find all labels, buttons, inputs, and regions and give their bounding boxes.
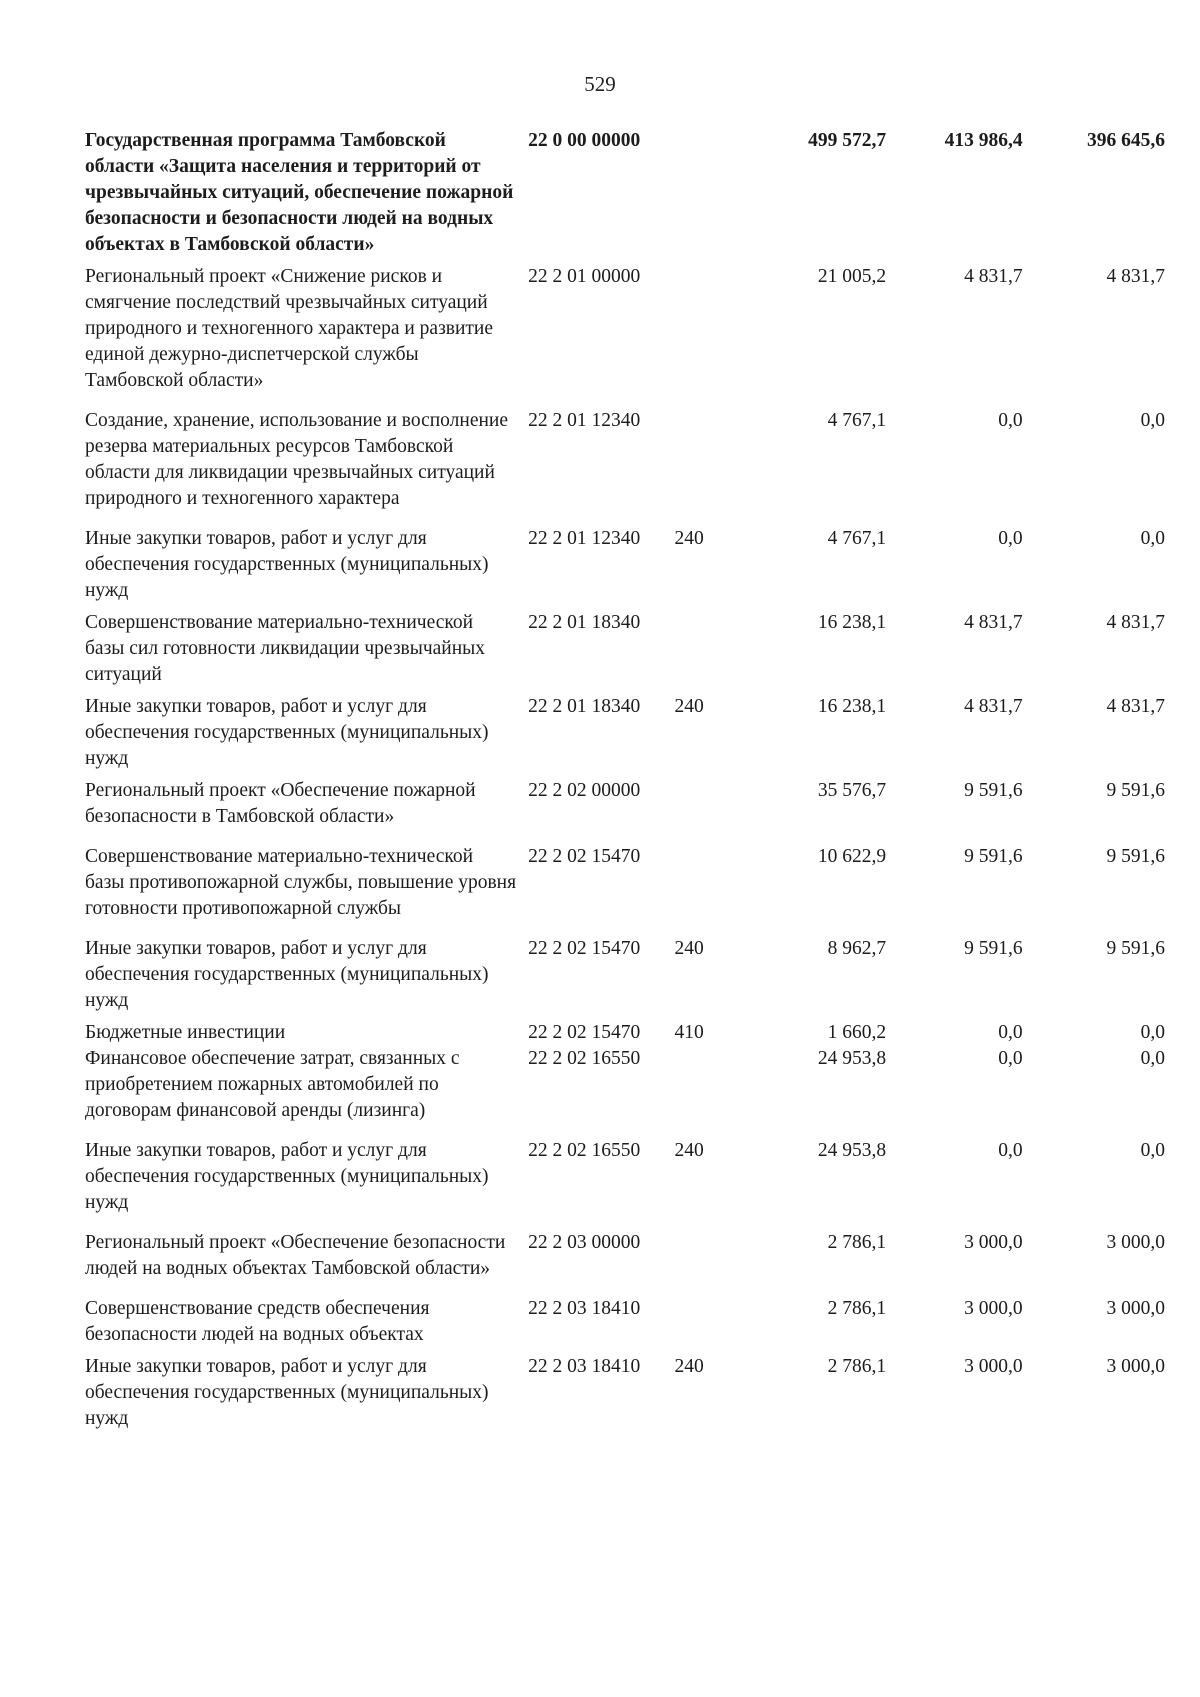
row-name: Региональный проект «Снижение рисков и смягчение последствий чрезвычайных ситуаций природного и техногенного характера и развитие единой дежурно-диспетчерской службы Тамбовской области» [85, 266, 494, 391]
row-code: 22 2 03 00000 [528, 1232, 641, 1253]
row-amount-year3: 0,0 [1140, 1022, 1166, 1043]
table-row [85, 1296, 1165, 1348]
row-amount-year3: 4 831,7 [1106, 696, 1166, 717]
row-amount-year2: 4 831,7 [964, 612, 1023, 633]
table-row [85, 610, 1165, 688]
row-amount-year3: 3 000,0 [1106, 1298, 1166, 1319]
row-amount-year2: 413 986,4 [944, 130, 1023, 151]
table-row [85, 844, 1165, 922]
row-amount-year3: 0,0 [1140, 410, 1166, 431]
row-amount-year1: 4 767,1 [827, 528, 887, 549]
row-amount-year3: 9 591,6 [1106, 938, 1166, 959]
row-amount-year1: 8 962,7 [827, 938, 887, 959]
table-row [85, 1138, 1165, 1216]
row-code: 22 2 01 12340 [528, 410, 641, 431]
row-amount-year3: 9 591,6 [1106, 846, 1166, 867]
table-row [85, 128, 1165, 258]
row-amount-year2: 0,0 [998, 528, 1023, 549]
row-code: 22 2 02 16550 [528, 1140, 641, 1161]
row-amount-year3: 4 831,7 [1106, 612, 1166, 633]
row-amount-year1: 35 576,7 [817, 780, 887, 801]
row-code: 22 0 00 00000 [528, 130, 641, 151]
row-name: Иные закупки товаров, работ и услуг для обеспечения государственных (муниципальных) нужд [85, 1356, 489, 1429]
row-expense-type: 240 [674, 696, 704, 717]
row-name: Совершенствование материально-технической базы сил готовности ликвидации чрезвычайных ситуаций [85, 612, 486, 685]
row-amount-year1: 10 622,9 [817, 846, 887, 867]
page-number: 529 [584, 72, 616, 96]
row-expense-type: 240 [674, 528, 704, 549]
row-name: Иные закупки товаров, работ и услуг для обеспечения государственных (муниципальных) нужд [85, 528, 489, 601]
table-row [85, 1354, 1165, 1432]
row-amount-year2: 9 591,6 [964, 846, 1023, 867]
row-amount-year1: 2 786,1 [827, 1356, 887, 1377]
row-code: 22 2 03 18410 [528, 1298, 641, 1319]
row-amount-year2: 0,0 [998, 410, 1023, 431]
row-amount-year1: 16 238,1 [817, 696, 887, 717]
row-amount-year1: 2 786,1 [827, 1232, 887, 1253]
row-amount-year3: 0,0 [1140, 1140, 1166, 1161]
table-row [85, 1046, 1165, 1124]
table-row [85, 408, 1165, 512]
row-amount-year2: 9 591,6 [964, 780, 1023, 801]
row-code: 22 2 02 00000 [528, 780, 641, 801]
table-row [85, 526, 1165, 604]
row-name: Иные закупки товаров, работ и услуг для обеспечения государственных (муниципальных) нужд [85, 1140, 489, 1213]
table-row [85, 1020, 1165, 1046]
row-amount-year1: 16 238,1 [817, 612, 887, 633]
row-amount-year3: 0,0 [1140, 528, 1166, 549]
row-code: 22 2 01 18340 [528, 612, 641, 633]
row-name: Региональный проект «Обеспечение безопасности людей на водных объектах Тамбовской области» [85, 1232, 506, 1279]
budget-table [85, 128, 1165, 1432]
table-row [85, 694, 1165, 772]
row-name: Иные закупки товаров, работ и услуг для обеспечения государственных (муниципальных) нужд [85, 938, 489, 1011]
row-name: Региональный проект «Обеспечение пожарной безопасности в Тамбовской области» [85, 780, 476, 827]
row-amount-year2: 3 000,0 [964, 1356, 1023, 1377]
row-expense-type: 240 [674, 1356, 704, 1377]
row-expense-type: 410 [674, 1022, 704, 1043]
row-amount-year1: 2 786,1 [827, 1298, 887, 1319]
row-amount-year1: 1 660,2 [827, 1022, 887, 1043]
row-amount-year3: 9 591,6 [1106, 780, 1166, 801]
row-name: Бюджетные инвестиции [85, 1022, 286, 1043]
row-name: Совершенствование материально-технической базы противопожарной службы, повышение уровня готовности противопожарной службы [85, 846, 517, 919]
row-code: 22 2 01 18340 [528, 696, 641, 717]
row-amount-year1: 24 953,8 [817, 1048, 887, 1069]
table-row [85, 778, 1165, 830]
row-code: 22 2 02 15470 [528, 846, 641, 867]
row-name: Финансовое обеспечение затрат, связанных с приобретением пожарных автомобилей по договорам финансовой аренды (лизинга) [85, 1048, 460, 1121]
row-amount-year3: 3 000,0 [1106, 1232, 1166, 1253]
row-amount-year2: 0,0 [998, 1022, 1023, 1043]
row-expense-type: 240 [674, 1140, 704, 1161]
row-amount-year2: 0,0 [998, 1140, 1023, 1161]
row-amount-year1: 24 953,8 [817, 1140, 887, 1161]
row-amount-year2: 9 591,6 [964, 938, 1023, 959]
row-code: 22 2 02 15470 [528, 1022, 641, 1043]
row-amount-year2: 0,0 [998, 1048, 1023, 1069]
row-amount-year2: 4 831,7 [964, 696, 1023, 717]
row-name: Государственная программа Тамбовской области «Защита населения и территорий от чрезвычайных ситуаций, обеспечение пожарной безопасности и безопасности людей на водных объектах в Тамбовской области» [85, 130, 514, 255]
row-amount-year1: 21 005,2 [817, 266, 887, 287]
row-amount-year2: 3 000,0 [964, 1298, 1023, 1319]
row-name: Иные закупки товаров, работ и услуг для обеспечения государственных (муниципальных) нужд [85, 696, 489, 769]
row-name: Совершенствование средств обеспечения безопасности людей на водных объектах [85, 1298, 430, 1345]
row-code: 22 2 02 16550 [528, 1048, 641, 1069]
row-amount-year3: 396 645,6 [1087, 130, 1166, 151]
table-row [85, 936, 1165, 1014]
row-amount-year2: 4 831,7 [964, 266, 1023, 287]
row-code: 22 2 01 12340 [528, 528, 641, 549]
row-expense-type: 240 [674, 938, 704, 959]
table-row [85, 1230, 1165, 1282]
table-row [85, 264, 1165, 394]
row-amount-year1: 4 767,1 [827, 410, 887, 431]
row-amount-year1: 499 572,7 [808, 130, 887, 151]
row-code: 22 2 01 00000 [528, 266, 641, 287]
row-code: 22 2 02 15470 [528, 938, 641, 959]
row-amount-year3: 3 000,0 [1106, 1356, 1166, 1377]
row-code: 22 2 03 18410 [528, 1356, 641, 1377]
row-amount-year3: 4 831,7 [1106, 266, 1166, 287]
row-amount-year2: 3 000,0 [964, 1232, 1023, 1253]
row-name: Создание, хранение, использование и восполнение резерва материальных ресурсов Тамбовской области для ликвидации чрезвычайных ситуаций природного и техногенного характера [85, 410, 509, 509]
row-amount-year3: 0,0 [1140, 1048, 1166, 1069]
